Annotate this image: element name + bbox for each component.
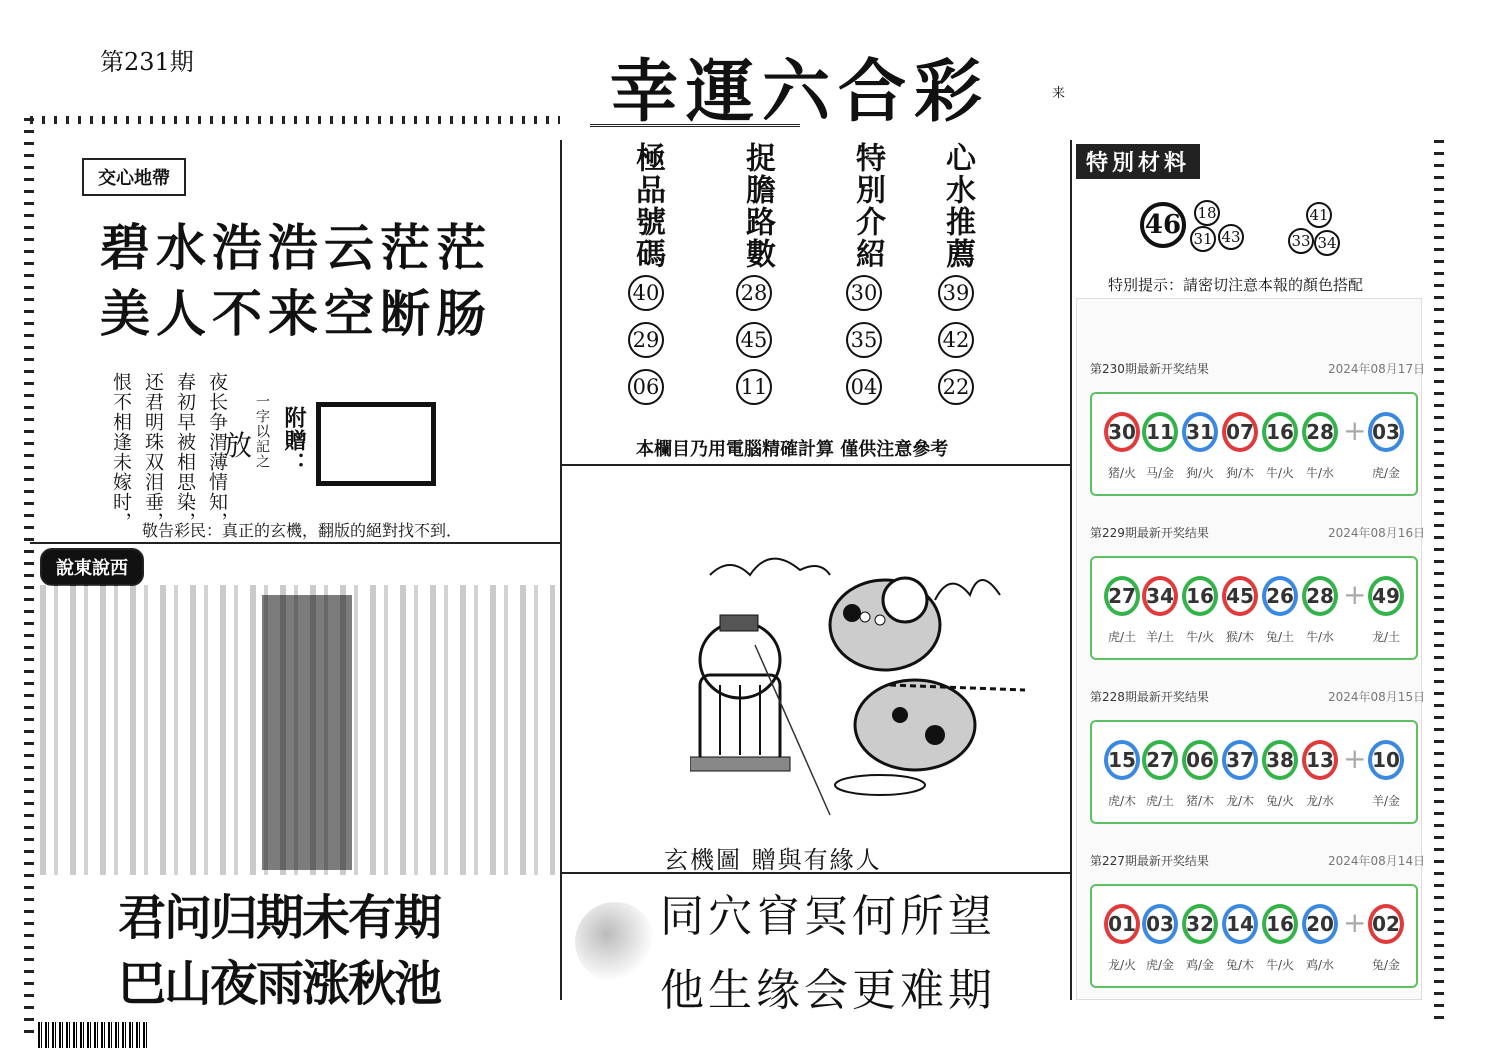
- zodiac-label: 虎/金: [1145, 958, 1175, 972]
- zodiac-label: 鸡/水: [1305, 958, 1335, 972]
- verse-col: 夜长争渭薄情知，: [206, 372, 228, 532]
- number-circle: 45: [736, 322, 772, 358]
- left-bottom-banner: 說東說西: [40, 548, 144, 586]
- zodiac-label: 虎/土: [1107, 630, 1137, 644]
- number-circle: 04: [846, 369, 882, 405]
- faded-dark-block: [262, 595, 352, 870]
- lottery-ball: 16: [1262, 412, 1298, 452]
- number-circle: 22: [938, 369, 974, 405]
- number-circle: 30: [846, 275, 882, 311]
- zodiac-label: 牛/火: [1265, 958, 1295, 972]
- lottery-ball: 45: [1222, 576, 1258, 616]
- disclaimer: 本欄目乃用電腦精確計算 僅供注意參考: [636, 439, 949, 460]
- result-date: 2024年08月17日: [1328, 362, 1426, 376]
- result-title: 第227期最新开奖结果: [1090, 854, 1209, 868]
- zodiac-label: 龙/木: [1225, 794, 1255, 808]
- verse-columns: [110, 372, 228, 532]
- lottery-ball: 20: [1302, 904, 1338, 944]
- result-title: 第228期最新开奖结果: [1090, 690, 1209, 704]
- plus-icon: +: [1343, 906, 1367, 939]
- lottery-ball: 49: [1368, 576, 1404, 616]
- gift-box: [316, 402, 436, 486]
- special-number: 31: [1190, 226, 1216, 252]
- number-circle: 40: [628, 275, 664, 311]
- dog-hydrant-drawing: [690, 495, 1030, 830]
- zodiac-label: 龙/水: [1305, 794, 1335, 808]
- column-head: 心水推薦: [940, 142, 975, 270]
- zodiac-label: 猴/木: [1225, 630, 1255, 644]
- lottery-ball: 06: [1182, 740, 1218, 780]
- special-number: 43: [1218, 224, 1244, 250]
- number-circle: 29: [628, 322, 664, 358]
- column-head: 特別介紹: [850, 142, 885, 270]
- right-vine-border: [1434, 140, 1444, 1020]
- zodiac-label: 兔/火: [1265, 794, 1295, 808]
- lottery-ball: 07: [1222, 412, 1258, 452]
- special-number: 34: [1314, 230, 1340, 256]
- page-title: 幸運六合彩: [610, 52, 991, 132]
- zodiac-label: 兔/金: [1371, 958, 1401, 972]
- divider-left: [560, 140, 562, 1000]
- lottery-ball: 01: [1104, 904, 1140, 944]
- zodiac-label: 牛/火: [1265, 466, 1295, 480]
- zodiac-label: 龙/火: [1107, 958, 1137, 972]
- zodiac-label: 牛/火: [1185, 630, 1215, 644]
- left-top-poem: [100, 215, 492, 347]
- lottery-ball: 02: [1368, 904, 1404, 944]
- zodiac-label: 兔/土: [1265, 630, 1295, 644]
- lottery-ball: 15: [1104, 740, 1140, 780]
- zodiac-label: 马/金: [1145, 466, 1175, 480]
- lottery-ball: 27: [1142, 740, 1178, 780]
- zodiac-label: 虎/金: [1371, 466, 1401, 480]
- special-tip: 特別提示：請密切注意本報的顏色搭配: [1108, 276, 1364, 294]
- cartoon-caption: 玄機圖 贈與有緣人: [664, 846, 882, 874]
- column-head: 捉膽路數: [740, 142, 775, 270]
- lottery-ball: 27: [1104, 576, 1140, 616]
- zodiac-label: 牛/水: [1305, 630, 1335, 644]
- cartoon-illustration: [690, 495, 1030, 830]
- verse-col: 还君明珠双泪垂，: [142, 372, 164, 532]
- divider-mid-top: [562, 464, 1070, 466]
- poem-line: 碧水浩浩云茫茫: [100, 218, 492, 277]
- poem-line: 同穴窅冥何所望: [660, 891, 996, 942]
- number-circle: 11: [736, 369, 772, 405]
- result-date: 2024年08月16日: [1328, 526, 1426, 540]
- zodiac-label: 鸡/金: [1185, 958, 1215, 972]
- zodiac-label: 羊/土: [1145, 630, 1175, 644]
- title-tag: 来: [1052, 86, 1066, 101]
- lottery-ball: 10: [1368, 740, 1404, 780]
- zodiac-label: 虎/木: [1107, 794, 1137, 808]
- special-number: 18: [1194, 200, 1220, 226]
- notice-text: 敬告彩民：真正的玄機，翻版的絕對找不到．: [142, 521, 463, 540]
- issue-number: 第231期: [100, 48, 194, 76]
- poem-line: 巴山夜雨涨秋池: [118, 956, 441, 1012]
- special-number: 33: [1288, 228, 1314, 254]
- special-number: 41: [1306, 202, 1332, 228]
- left-vine-border: [24, 118, 34, 1038]
- lottery-ball: 14: [1222, 904, 1258, 944]
- lottery-ball: 28: [1302, 412, 1338, 452]
- lottery-ball: 26: [1262, 576, 1298, 616]
- zodiac-label: 龙/土: [1371, 630, 1401, 644]
- gift-label: 附贈：: [281, 406, 307, 475]
- one-word: 放: [224, 429, 253, 462]
- zodiac-label: 猪/木: [1185, 794, 1215, 808]
- result-title: 第229期最新开奖结果: [1090, 526, 1209, 540]
- lottery-ball: 03: [1368, 412, 1404, 452]
- poem-line: 君问归期未有期: [118, 890, 441, 946]
- special-head: 特別材料: [1076, 144, 1200, 179]
- divider-left-mid: [30, 542, 560, 544]
- plus-icon: +: [1343, 742, 1367, 775]
- lottery-ball: 37: [1222, 740, 1258, 780]
- lottery-ball: 32: [1182, 904, 1218, 944]
- number-circle: 39: [938, 275, 974, 311]
- zodiac-label: 兔/木: [1225, 958, 1255, 972]
- divider-right: [1070, 140, 1072, 1000]
- lottery-ball: 28: [1302, 576, 1338, 616]
- lottery-ball: 31: [1182, 412, 1218, 452]
- number-circle: 42: [938, 322, 974, 358]
- zodiac-label: 虎/土: [1145, 794, 1175, 808]
- zodiac-label: 羊/金: [1371, 794, 1401, 808]
- zodiac-label: 狗/火: [1185, 466, 1215, 480]
- zodiac-label: 牛/水: [1305, 466, 1335, 480]
- top-left-vine-border: [30, 116, 560, 124]
- plus-icon: +: [1343, 578, 1367, 611]
- result-date: 2024年08月14日: [1328, 854, 1426, 868]
- title-ornament: [590, 124, 800, 127]
- yin-yang-icon: [575, 902, 655, 982]
- left-bottom-poem: [118, 885, 440, 1017]
- lottery-ball: 03: [1142, 904, 1178, 944]
- special-main-number: 46: [1140, 202, 1186, 248]
- result-date: 2024年08月15日: [1328, 690, 1426, 704]
- verse-col: 恨不相逢未嫁时，: [110, 372, 132, 532]
- number-circle: 35: [846, 322, 882, 358]
- lottery-ball: 34: [1142, 576, 1178, 616]
- column-head: 極品號碼: [630, 142, 665, 270]
- left-top-banner: 交心地帶: [82, 158, 186, 196]
- plus-icon: +: [1343, 414, 1367, 447]
- number-circle: 28: [736, 275, 772, 311]
- verse-col: 春初早被相思染，: [174, 372, 196, 532]
- lottery-ball: 30: [1104, 412, 1140, 452]
- lottery-ball: 13: [1302, 740, 1338, 780]
- zodiac-label: 猪/火: [1107, 466, 1137, 480]
- lottery-ball: 11: [1142, 412, 1178, 452]
- result-title: 第230期最新开奖结果: [1090, 362, 1209, 376]
- poem-line: 他生缘会更难期: [660, 965, 996, 1016]
- poem-line: 美人不来空断肠: [100, 284, 492, 343]
- one-word-label: 一字以記之: [254, 394, 270, 469]
- lottery-ball: 38: [1262, 740, 1298, 780]
- middle-poem: [660, 880, 996, 1028]
- barcode: [38, 1022, 148, 1048]
- lottery-ball: 16: [1262, 904, 1298, 944]
- lottery-ball: 16: [1182, 576, 1218, 616]
- zodiac-label: 狗/木: [1225, 466, 1255, 480]
- number-circle: 06: [628, 369, 664, 405]
